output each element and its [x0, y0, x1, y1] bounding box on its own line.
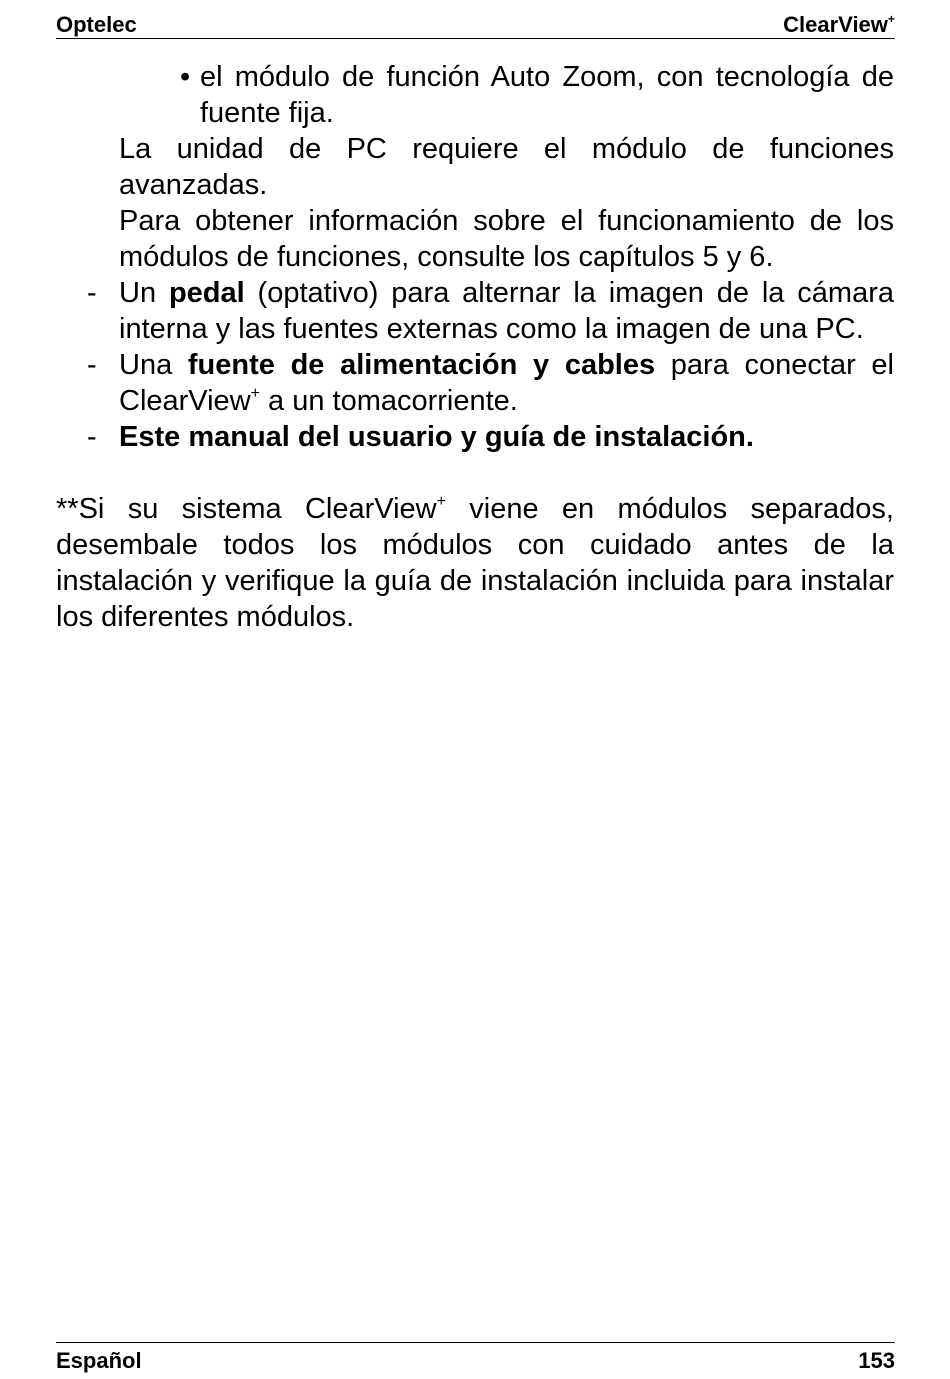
footer-language: Español — [56, 1348, 142, 1373]
paragraph-info: Para obtener información sobre el funcionamiento de los módulos de funciones, consulte los capítulos 5 y 6. — [119, 205, 894, 273]
power-sup: + — [250, 385, 260, 403]
page-number: 153 — [858, 1348, 895, 1373]
pedal-bold: pedal — [168, 277, 245, 309]
note-post: viene en módulos separados, desembale todos los módulos con cuidado antes de la instalación y verifique la guía de instalación incluida para instalar los diferentes módulos. — [56, 493, 894, 633]
header-product-name: ClearView — [783, 12, 888, 37]
header-product-sup: + — [887, 11, 895, 26]
dash-marker: - — [87, 421, 97, 453]
pedal-post: (optativo) para alternar la imagen de la cámara interna y las fuentes externas como la imagen de una PC. — [119, 277, 894, 345]
bullet-text: el módulo de función Auto Zoom, con tecnología de fuente fija. — [200, 61, 894, 129]
dash-marker: - — [87, 349, 97, 381]
spacer — [56, 455, 894, 491]
manual-bold: Este manual del usuario y guía de instalación. — [119, 421, 754, 453]
note-sup: + — [436, 493, 446, 511]
list-item-pedal — [56, 275, 894, 347]
header-brand: Optelec — [56, 12, 137, 37]
paragraph-note — [56, 491, 894, 635]
page-content — [56, 59, 894, 635]
paragraph-pc-unit: La unidad de PC requiere el módulo de funciones avanzadas. — [119, 133, 894, 201]
list-item-manual — [56, 419, 894, 455]
bullet-marker: • — [180, 61, 191, 93]
header-product — [783, 12, 895, 38]
list-item-power — [56, 347, 894, 419]
power-post: a un tomacorriente. — [259, 385, 518, 417]
pedal-pre: Un — [119, 277, 169, 309]
power-mid: para conectar el ClearView — [119, 349, 894, 417]
note-pre: **Si su sistema ClearView — [56, 493, 437, 525]
bullet-auto-zoom — [56, 59, 894, 131]
page-header — [56, 8, 895, 39]
power-pre: Una — [119, 349, 188, 381]
power-bold: fuente de alimentación y cables — [187, 349, 656, 381]
dash-marker: - — [87, 277, 97, 309]
page-footer — [56, 1342, 895, 1375]
